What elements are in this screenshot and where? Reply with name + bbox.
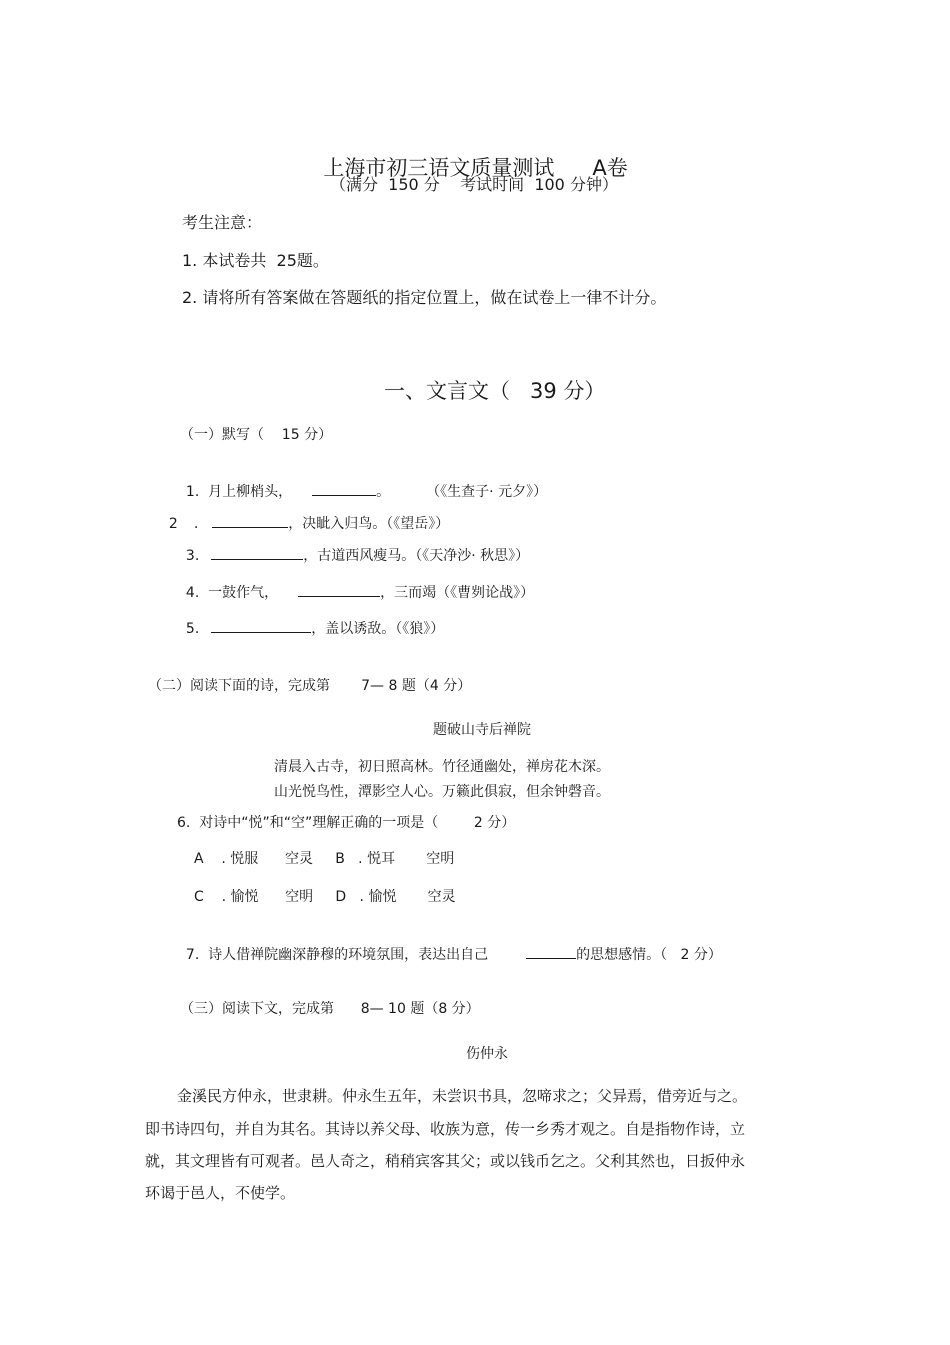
notice-item: 1. 本试卷共 25题。	[182, 251, 329, 270]
question-number: 5.	[185, 621, 200, 637]
question-text: 的思想感情。（ 2 分）	[576, 947, 722, 963]
question-text: 。	[376, 484, 391, 500]
question-text: ，三而竭（《曹刿论战》）	[380, 585, 535, 601]
question-text: 7. 诗人借禅院幽深静穆的环境氛围，表达出自己	[185, 947, 489, 963]
notice-item: 2. 请将所有答案做在答题纸的指定位置上，做在试卷上一律不计分。	[182, 288, 667, 307]
exam-subtitle: （满分 150 分 考试时间 100 分钟）	[330, 175, 618, 194]
poem-line: 山光悦鸟性，潭影空人心。万籁此俱寂，但余钟磬音。	[274, 784, 610, 800]
poem-title: 题破山寺后禅院	[433, 722, 531, 738]
passage-line: 即书诗四句，并自为其名。其诗以养父母、收族为意，传一乡秀才观之。自是指物作诗，立	[145, 1120, 746, 1138]
answer-blank[interactable]	[211, 618, 311, 633]
question-text: ，盖以诱敌。（《狼》）	[311, 621, 445, 637]
question-number: 1.	[185, 484, 200, 500]
question-source: （《生查子· 元夕》）	[426, 484, 548, 500]
passage-line: 环谒于邑人，不使学。	[145, 1184, 296, 1202]
question-text: 月上柳梢头，	[208, 484, 293, 500]
question-4	[177, 564, 534, 602]
question-number: 3.	[185, 548, 200, 564]
question-dot: .	[193, 516, 199, 532]
answer-blank[interactable]	[211, 545, 303, 560]
part3-heading: （三）阅读下文，完成第 8— 10 题（8 分）	[180, 1001, 480, 1017]
answer-blank[interactable]	[526, 944, 576, 959]
question-number: 2	[168, 516, 178, 532]
part2-heading: （二）阅读下面的诗，完成第 7— 8 题（4 分）	[148, 678, 472, 694]
question-5	[177, 600, 444, 638]
part1-heading: （一）默写（ 15 分）	[180, 427, 333, 443]
answer-blank[interactable]	[212, 513, 288, 528]
answer-blank[interactable]	[312, 481, 376, 496]
exam-title-suffix: A卷	[592, 156, 628, 180]
answer-blank[interactable]	[298, 582, 380, 597]
exam-title-text: 上海市初三语文质量测试	[323, 156, 555, 180]
passage-line: 就，其文理皆有可观者。邑人奇之，稍稍宾客其父；或以钱币乞之。父利其然也，日扳仲永	[145, 1152, 746, 1170]
question-text: 一鼓作气，	[208, 585, 279, 601]
notice-heading: 考生注意：	[182, 213, 263, 232]
option-row: A . 悦服 空灵 B . 悦耳 空明	[194, 851, 455, 867]
question-3	[177, 527, 529, 565]
question-6: 6. 对诗中“悦”和“空”理解正确的一项是（ 2 分）	[177, 815, 516, 831]
passage-title: 伤仲永	[466, 1046, 508, 1062]
question-text: ，决眦入归鸟。（《望岳》）	[288, 516, 450, 532]
question-text: ，古道西风瘦马。（《天净沙· 秋思》）	[303, 548, 530, 564]
question-number: 4.	[185, 585, 200, 601]
option-row: C . 愉悦 空明 D . 愉悦 空灵	[194, 889, 456, 905]
poem-line: 清晨入古寺，初日照高林。竹径通幽处，禅房花木深。	[274, 759, 610, 775]
exam-title	[310, 129, 628, 181]
section-title: 一、文言文（ 39 分）	[384, 379, 606, 403]
passage-line: 金溪民方仲永，世隶耕。仲永生五年，未尝识书具，忽啼求之；父异焉，借旁近与之。	[177, 1087, 748, 1105]
question-7	[177, 926, 722, 964]
